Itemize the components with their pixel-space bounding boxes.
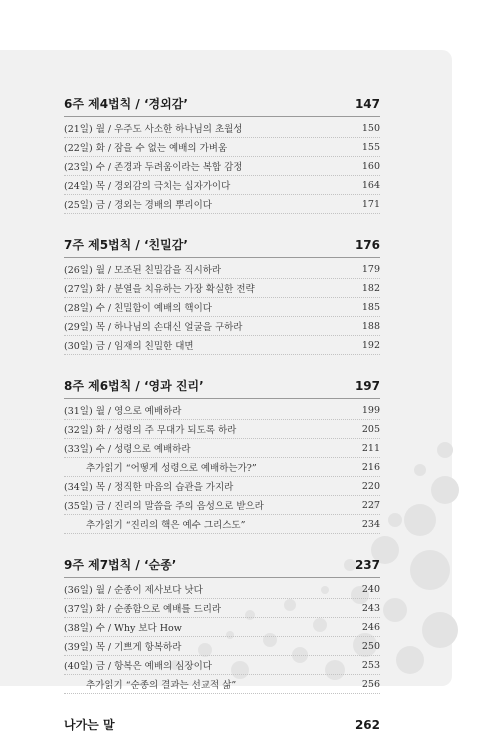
toc-entry (64, 157, 380, 176)
toc-entry (64, 317, 380, 336)
section-heading (64, 377, 380, 399)
entry-page-number: 211 (361, 442, 380, 454)
toc-entry (64, 618, 380, 637)
entry-page-number: 179 (361, 263, 380, 275)
entry-title: (37일) 화 / 순종함으로 예배를 드리라 (64, 604, 222, 615)
entry-page-number: 199 (361, 404, 380, 416)
entry-title: 추가읽기 “순종의 결과는 선교적 삶” (86, 680, 237, 691)
entry-page-number: 253 (361, 659, 380, 671)
entry-title: (26일) 월 / 모조된 친밀감을 직시하라 (64, 265, 222, 276)
entry-title: (23일) 수 / 존경과 두려움이라는 복합 감정 (64, 162, 243, 173)
entry-page-number: 160 (361, 160, 380, 172)
toc-entry (64, 496, 380, 515)
entry-page-number: 256 (361, 678, 380, 690)
entry-title: (36일) 월 / 순종이 제사보다 낫다 (64, 585, 203, 596)
closing-title: 나가는 말 (64, 718, 115, 732)
section-title: 8주 제6법칙 / ‘영과 진리’ (64, 379, 204, 393)
toc-entry (64, 401, 380, 420)
section-page-number: 197 (354, 379, 380, 393)
section-heading (64, 95, 380, 117)
toc-section (64, 95, 380, 214)
entry-title: (22일) 화 / 잠을 수 없는 예배의 가벼움 (64, 143, 228, 154)
entry-page-number: 240 (361, 583, 380, 595)
entry-title: (30일) 금 / 임재의 친밀한 대면 (64, 341, 194, 352)
entry-page-number: 192 (361, 339, 380, 351)
entry-page-number: 205 (361, 423, 380, 435)
entry-page-number: 150 (361, 122, 380, 134)
toc-entry (64, 580, 380, 599)
entry-title: (38일) 수 / Why 보다 How (64, 623, 182, 634)
entry-title: (40일) 금 / 항복은 예배의 심장이다 (64, 661, 212, 672)
entry-page-number: 171 (361, 198, 380, 210)
toc-section (64, 236, 380, 355)
toc-extra-reading (64, 458, 380, 477)
entry-page-number: 188 (361, 320, 380, 332)
toc-entry (64, 637, 380, 656)
table-of-contents (64, 95, 380, 733)
section-title: 7주 제5법칙 / ‘친밀감’ (64, 238, 188, 252)
closing-heading (64, 716, 380, 733)
closing-page-number: 262 (354, 718, 380, 732)
entry-title: (25일) 금 / 경외는 경배의 뿌리이다 (64, 200, 212, 211)
toc-section (64, 556, 380, 694)
toc-entry (64, 279, 380, 298)
entry-page-number: 155 (361, 141, 380, 153)
entry-page-number: 216 (361, 461, 380, 473)
toc-entry (64, 119, 380, 138)
entry-title: (33일) 수 / 성령으로 예배하라 (64, 444, 191, 455)
section-heading (64, 236, 380, 258)
section-title: 6주 제4법칙 / ‘경외감’ (64, 97, 188, 111)
entry-title: 추가읽기 “어떻게 성령으로 예배하는가?” (86, 463, 257, 474)
section-heading (64, 556, 380, 578)
entry-title: (39일) 목 / 기쁘게 항복하라 (64, 642, 182, 653)
section-page-number: 147 (354, 97, 380, 111)
entry-page-number: 220 (361, 480, 380, 492)
toc-entry (64, 599, 380, 618)
entry-title: (32일) 화 / 성령의 주 무대가 되도록 하라 (64, 425, 237, 436)
section-title: 9주 제7법칙 / ‘순종’ (64, 558, 177, 572)
entry-title: (31일) 월 / 영으로 예배하라 (64, 406, 182, 417)
toc-entry (64, 656, 380, 675)
toc-section (64, 377, 380, 534)
entry-page-number: 234 (361, 518, 380, 530)
toc-entry (64, 420, 380, 439)
toc-entry (64, 138, 380, 157)
toc-entry (64, 336, 380, 355)
entry-title: (34일) 목 / 정직한 마음의 습관을 가지라 (64, 482, 234, 493)
entry-page-number: 227 (361, 499, 380, 511)
toc-extra-reading (64, 675, 380, 694)
entry-title: (27일) 화 / 분열을 치유하는 가장 확실한 전략 (64, 284, 255, 295)
toc-entry (64, 477, 380, 496)
book-page (0, 50, 452, 732)
entry-page-number: 164 (361, 179, 380, 191)
entry-title: 추가읽기 “진리의 핵은 예수 그리스도” (86, 520, 246, 531)
entry-page-number: 185 (361, 301, 380, 313)
section-page-number: 237 (354, 558, 380, 572)
toc-extra-reading (64, 515, 380, 534)
entry-title: (21일) 월 / 우주도 사소한 하나님의 초월성 (64, 124, 243, 135)
entry-title: (28일) 수 / 친밀함이 예배의 핵이다 (64, 303, 212, 314)
toc-entry (64, 176, 380, 195)
toc-entry (64, 260, 380, 279)
entry-page-number: 182 (361, 282, 380, 294)
entry-title: (35일) 금 / 진리의 말씀을 주의 음성으로 받으라 (64, 501, 264, 512)
entry-page-number: 243 (361, 602, 380, 614)
section-page-number: 176 (354, 238, 380, 252)
entry-title: (29일) 목 / 하나님의 손대신 얼굴을 구하라 (64, 322, 243, 333)
toc-entry (64, 195, 380, 214)
entry-title: (24일) 목 / 경외감의 극치는 십자가이다 (64, 181, 231, 192)
toc-entry (64, 298, 380, 317)
entry-page-number: 246 (361, 621, 380, 633)
toc-entry (64, 439, 380, 458)
entry-page-number: 250 (361, 640, 380, 652)
